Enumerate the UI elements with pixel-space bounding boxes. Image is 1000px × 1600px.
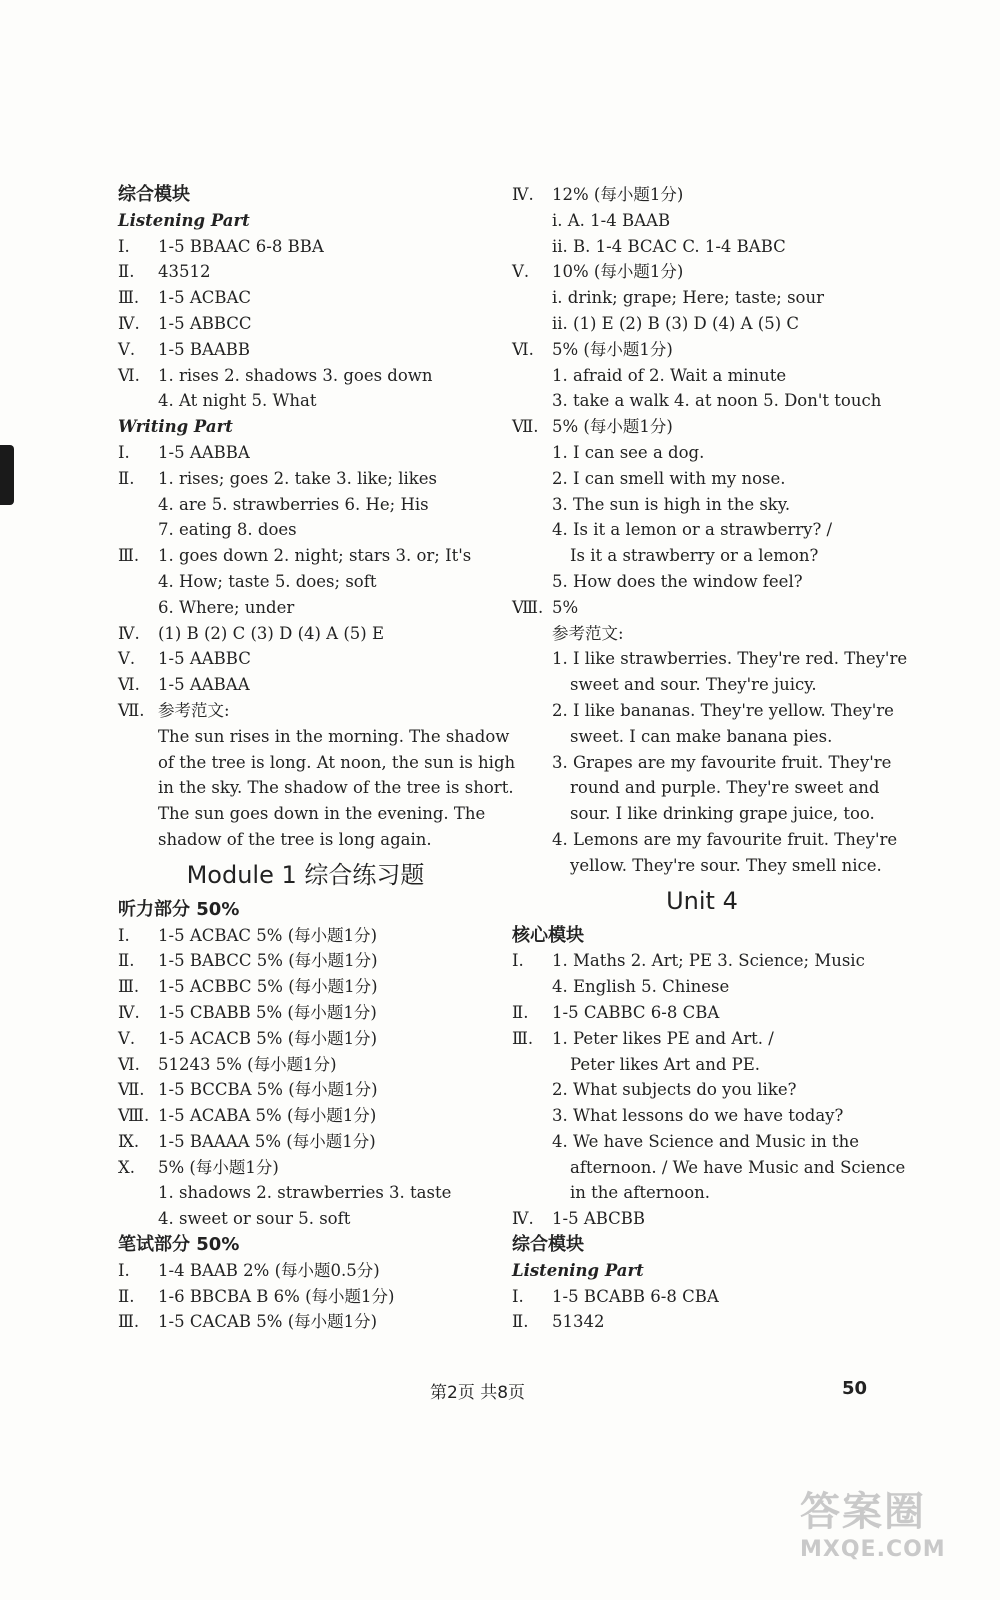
answer-line: 2. What subjects do you like? — [552, 1080, 797, 1100]
answer-text: 1-6 BBCBA B 6% (每小题1分) — [158, 1286, 395, 1306]
binding-edge-mark — [0, 445, 14, 505]
answer-row — [118, 1258, 493, 1284]
answer-text: 5% (每小题1分) — [158, 1157, 279, 1177]
answer-row — [118, 1077, 493, 1103]
answer-line: shadow of the tree is long again. — [158, 829, 432, 849]
answer-row — [118, 311, 493, 337]
watermark-url: MXQE.COM — [800, 1537, 946, 1562]
question-number: Ⅰ. — [118, 442, 130, 462]
answer-row — [118, 285, 493, 311]
answer-row — [118, 1155, 493, 1181]
answer-row — [512, 337, 892, 363]
answer-row — [512, 1206, 892, 1232]
answer-text: 1-5 BCABB 6-8 CBA — [552, 1286, 719, 1306]
answer-line: 1. I can see a dog. — [552, 442, 705, 462]
answer-text: 1. goes down 2. night; stars 3. or; It's — [158, 546, 472, 566]
answer-line: 2. I can smell with my nose. — [552, 468, 786, 488]
answer-text: 1-5 BBAAC 6-8 BBA — [158, 236, 324, 256]
answer-line: The sun rises in the morning. The shadow — [158, 726, 510, 746]
answer-text: 51342 — [552, 1312, 605, 1332]
answer-row — [512, 414, 892, 440]
answer-row — [118, 440, 493, 466]
answer-text: 5% (每小题1分) — [552, 417, 673, 437]
continuation-line: afternoon. / We have Music and Science — [570, 1157, 906, 1177]
answer-row — [118, 923, 493, 949]
question-number: Ⅶ. — [118, 700, 145, 720]
answer-line: 1. shadows 2. strawberries 3. taste — [158, 1183, 452, 1203]
question-number: Ⅴ. — [118, 339, 136, 359]
answer-row — [118, 974, 493, 1000]
part-heading: Listening Part — [512, 1260, 644, 1280]
answer-text: 1-5 BAAAA 5% (每小题1分) — [158, 1131, 376, 1151]
watermark-text: 答案圈 — [800, 1489, 926, 1535]
answer-row — [118, 1103, 493, 1129]
answer-line: 3. take a walk 4. at noon 5. Don't touch — [552, 391, 882, 411]
question-number: Ⅵ. — [118, 675, 140, 695]
answer-text: 1-4 BAAB 2% (每小题0.5分) — [158, 1260, 380, 1280]
answer-line: of the tree is long. At noon, the sun is high — [158, 752, 516, 772]
answer-line: 2. I like bananas. They're yellow. They're — [552, 700, 894, 720]
answer-text: 1-5 ACABA 5% (每小题1分) — [158, 1106, 377, 1126]
answer-text: 1-5 ACBAC 5% (每小题1分) — [158, 925, 378, 945]
continuation-line: sweet. I can make banana pies. — [570, 726, 833, 746]
answer-row — [512, 1309, 892, 1335]
answer-text: (1) B (2) C (3) D (4) A (5) E — [158, 623, 385, 643]
question-number: Ⅳ. — [512, 1209, 534, 1229]
answer-row — [118, 543, 493, 569]
answer-line: 4. Is it a lemon or a strawberry? / — [552, 520, 833, 540]
question-number: Ⅹ. — [118, 1157, 135, 1177]
continuation-line: in the afternoon. — [570, 1183, 711, 1203]
unit-title: Unit 4 — [666, 886, 738, 915]
question-number: Ⅰ. — [118, 236, 130, 256]
answer-text: 1. rises; goes 2. take 3. like; likes — [158, 468, 437, 488]
answer-text: 1-5 CABBC 6-8 CBA — [552, 1002, 720, 1022]
answer-text: 5% — [552, 597, 579, 617]
answer-text: 1-5 ABBCC — [158, 313, 252, 333]
answer-row — [118, 337, 493, 363]
answer-row — [118, 1026, 493, 1052]
answer-row — [118, 1284, 493, 1310]
part-heading: Listening Part — [118, 210, 250, 230]
question-number: Ⅳ. — [118, 623, 140, 643]
answer-line: 3. Grapes are my favourite fruit. They're — [552, 752, 892, 772]
answer-text: 1-5 BABCC 5% (每小题1分) — [158, 951, 378, 971]
question-number: Ⅱ. — [118, 1286, 135, 1306]
answer-row — [118, 698, 493, 724]
question-number: Ⅲ. — [118, 546, 140, 566]
continuation-line: Is it a strawberry or a lemon? — [570, 546, 819, 566]
question-number: Ⅸ. — [118, 1131, 140, 1151]
continuation-line: yellow. They're sour. They smell nice. — [570, 855, 882, 875]
question-number: Ⅲ. — [118, 1312, 140, 1332]
section-heading: 综合模块 — [512, 1234, 584, 1256]
answer-line: 4. How; taste 5. does; soft — [158, 571, 377, 591]
question-number: Ⅰ. — [118, 925, 130, 945]
answer-row — [512, 182, 892, 208]
page-info: 第2页 共8页 — [430, 1383, 526, 1403]
answer-row — [118, 1052, 493, 1078]
answer-line: 1. I like strawberries. They're red. They're — [552, 649, 908, 669]
question-number: Ⅵ. — [118, 365, 140, 385]
answer-text: 1-5 ACBBC 5% (每小题1分) — [158, 977, 378, 997]
question-number: Ⅷ. — [512, 597, 544, 617]
answer-text: 1-5 ABCBB — [552, 1209, 646, 1229]
answer-text: 1-5 CBABB 5% (每小题1分) — [158, 1002, 377, 1022]
answer-row — [118, 646, 493, 672]
answer-row — [118, 1000, 493, 1026]
section-heading: 核心模块 — [512, 924, 584, 946]
continuation-line: Peter likes Art and PE. — [570, 1054, 761, 1074]
answer-line: 4. Lemons are my favourite fruit. They're — [552, 829, 898, 849]
answer-row — [118, 948, 493, 974]
answer-row — [512, 595, 892, 621]
answer-text: 1. rises 2. shadows 3. goes down — [158, 365, 433, 385]
question-number: Ⅴ. — [118, 1028, 136, 1048]
answer-line: 参考范文: — [552, 623, 624, 643]
continuation-line: sour. I like drinking grape juice, too. — [570, 804, 875, 824]
answer-text: 1-5 ACBAC — [158, 288, 252, 308]
answer-row — [512, 1284, 892, 1310]
answer-line: 6. Where; under — [158, 597, 295, 617]
answer-line: 4. sweet or sour 5. soft — [158, 1209, 351, 1229]
question-number: Ⅱ. — [512, 1002, 529, 1022]
question-number: Ⅴ. — [118, 649, 136, 669]
question-number: Ⅶ. — [118, 1080, 145, 1100]
answer-line: 3. The sun is high in the sky. — [552, 494, 791, 514]
answer-row — [118, 466, 493, 492]
answer-text: 43512 — [158, 262, 211, 282]
question-number: Ⅲ. — [512, 1028, 534, 1048]
answer-row — [118, 1309, 493, 1335]
watermark-logo — [800, 1480, 970, 1570]
continuation-line: sweet and sour. They're juicy. — [570, 675, 817, 695]
answer-text: 51243 5% (每小题1分) — [158, 1054, 337, 1074]
left-column — [118, 182, 516, 1335]
answer-line: in the sky. The shadow of the tree is short. — [158, 778, 514, 798]
question-number: Ⅰ. — [512, 951, 524, 971]
question-number: Ⅷ. — [118, 1106, 150, 1126]
question-number: Ⅱ. — [118, 951, 135, 971]
answer-text: 参考范文: — [158, 700, 230, 720]
answer-line: 4. At night 5. What — [158, 391, 317, 411]
answer-text: 1-5 AABBC — [158, 649, 251, 669]
question-number: Ⅵ. — [118, 1054, 140, 1074]
answer-row — [512, 259, 892, 285]
right-column — [512, 182, 908, 1335]
page-number: 50 — [842, 1378, 868, 1399]
question-number: Ⅱ. — [512, 1312, 529, 1332]
answer-row — [118, 363, 493, 389]
answer-text: 12% (每小题1分) — [552, 185, 684, 204]
answer-line: 4. We have Science and Music in the — [552, 1131, 860, 1151]
question-number: Ⅳ. — [118, 313, 140, 333]
section-heading: 听力部分 50% — [118, 898, 240, 920]
answer-row — [512, 948, 892, 974]
answer-row — [118, 1129, 493, 1155]
answer-text: 1-5 BCCBA 5% (每小题1分) — [158, 1080, 378, 1100]
question-number: Ⅳ. — [512, 185, 534, 204]
answer-text: 1. Peter likes PE and Art. / — [552, 1028, 774, 1048]
answer-line: 4. English 5. Chinese — [552, 977, 730, 997]
question-number: Ⅰ. — [118, 1260, 130, 1280]
answer-row — [118, 672, 493, 698]
section-heading: 综合模块 — [118, 184, 190, 205]
answer-line: 5. How does the window feel? — [552, 571, 803, 591]
answer-row — [118, 234, 493, 260]
answer-row — [512, 1000, 892, 1026]
continuation-line: round and purple. They're sweet and — [570, 778, 880, 798]
answer-text: 10% (每小题1分) — [552, 262, 684, 282]
answer-line: 3. What lessons do we have today? — [552, 1106, 844, 1126]
answer-line: ii. (1) E (2) B (3) D (4) A (5) C — [552, 313, 800, 333]
question-number: Ⅲ. — [118, 977, 140, 997]
answer-line: 1. afraid of 2. Wait a minute — [552, 365, 787, 385]
section-heading: 笔试部分 50% — [118, 1234, 240, 1256]
answer-row — [512, 1026, 892, 1052]
answer-row — [118, 259, 493, 285]
unit-title: Module 1 综合练习题 — [186, 860, 425, 889]
answer-text: 5% (每小题1分) — [552, 339, 673, 359]
answer-line: The sun goes down in the evening. The — [158, 804, 486, 824]
question-number: Ⅶ. — [512, 417, 539, 437]
part-heading: Writing Part — [118, 417, 233, 437]
question-number: Ⅰ. — [512, 1286, 524, 1306]
answer-line: i. drink; grape; Here; taste; sour — [552, 288, 825, 308]
answer-text: 1-5 BAABB — [158, 339, 251, 359]
answer-text: 1-5 AABAA — [158, 675, 250, 695]
question-number: Ⅱ. — [118, 468, 135, 488]
answer-line: ii. B. 1-4 BCAC C. 1-4 BABC — [552, 236, 786, 256]
question-number: Ⅲ. — [118, 288, 140, 308]
question-number: Ⅴ. — [512, 262, 530, 282]
answer-text: 1. Maths 2. Art; PE 3. Science; Music — [552, 951, 865, 971]
answer-row — [118, 621, 493, 647]
answer-text: 1-5 AABBA — [158, 442, 250, 462]
answer-line: 7. eating 8. does — [158, 520, 297, 540]
question-number: Ⅱ. — [118, 262, 135, 282]
answer-line: i. A. 1-4 BAAB — [552, 210, 671, 230]
answer-text: 1-5 ACACB 5% (每小题1分) — [158, 1028, 378, 1048]
question-number: Ⅳ. — [118, 1002, 140, 1022]
answer-text: 1-5 CACAB 5% (每小题1分) — [158, 1312, 378, 1332]
answer-line: 4. are 5. strawberries 6. He; His — [158, 494, 429, 514]
question-number: Ⅵ. — [512, 339, 534, 359]
